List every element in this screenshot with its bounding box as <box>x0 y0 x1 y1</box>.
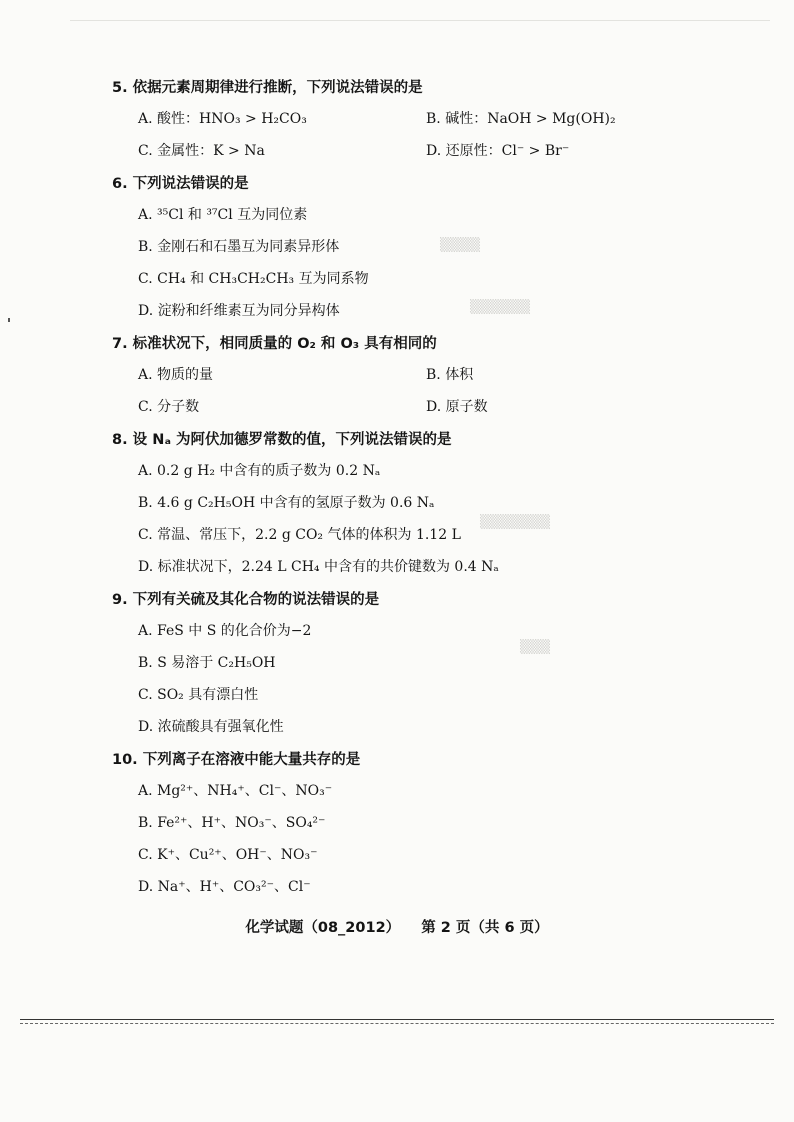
option: B. Fe²⁺、H⁺、NO₃⁻、SO₄²⁻ <box>138 815 326 831</box>
question-stem: 5. 依据元素周期律进行推断，下列说法错误的是 <box>112 80 423 96</box>
scan-mark <box>8 318 10 322</box>
option: B. 体积 <box>426 367 474 383</box>
option: C. 常温、常压下，2.2 g CO₂ 气体的体积为 1.12 L <box>138 527 461 543</box>
option: D. 淀粉和纤维素互为同分异构体 <box>138 303 340 319</box>
option: C. 分子数 <box>138 399 200 415</box>
option: C. 金属性：K > Na <box>138 143 265 159</box>
option: A. 0.2 g H₂ 中含有的质子数为 0.2 Nₐ <box>138 463 381 479</box>
page-footer <box>0 916 794 937</box>
bottom-divider <box>20 1019 774 1020</box>
bleed-through-mark: ▒▒▒▒▒▒▒ <box>480 515 550 530</box>
option: D. 浓硫酸具有强氧化性 <box>138 719 284 735</box>
bleed-through-mark: ▒▒▒▒▒▒ <box>470 300 530 315</box>
option: A. ³⁵Cl 和 ³⁷Cl 互为同位素 <box>138 207 308 223</box>
option: D. 标准状况下，2.24 L CH₄ 中含有的共价键数为 0.4 Nₐ <box>138 559 499 575</box>
option: C. CH₄ 和 CH₃CH₂CH₃ 互为同系物 <box>138 271 369 287</box>
option: B. 金刚石和石墨互为同素异形体 <box>138 239 340 255</box>
top-border-line <box>70 20 770 21</box>
option: D. 原子数 <box>426 399 488 415</box>
option: B. S 易溶于 C₂H₅OH <box>138 655 276 671</box>
option: D. 还原性：Cl⁻ > Br⁻ <box>426 143 570 159</box>
option: C. SO₂ 具有漂白性 <box>138 687 259 703</box>
question-stem: 10. 下列离子在溶液中能大量共存的是 <box>112 752 361 768</box>
footer-page-number: 第 2 页（共 6 页） <box>421 920 549 936</box>
question-stem: 9. 下列有关硫及其化合物的说法错误的是 <box>112 592 380 608</box>
question-stem: 8. 设 Nₐ 为阿伏加德罗常数的值，下列说法错误的是 <box>112 432 452 448</box>
option: B. 4.6 g C₂H₅OH 中含有的氢原子数为 0.6 Nₐ <box>138 495 435 511</box>
option: B. 碱性：NaOH > Mg(OH)₂ <box>426 111 616 127</box>
question-stem: 6. 下列说法错误的是 <box>112 176 249 192</box>
bottom-divider-dashed <box>20 1023 774 1024</box>
option: A. 物质的量 <box>138 367 214 383</box>
option: A. FeS 中 S 的化合价为−2 <box>138 623 312 639</box>
bleed-through-mark: ▒▒▒▒ <box>440 238 480 253</box>
option: D. Na⁺、H⁺、CO₃²⁻、Cl⁻ <box>138 879 311 895</box>
bleed-through-mark: ▒▒▒ <box>520 640 550 655</box>
question-stem: 7. 标准状况下，相同质量的 O₂ 和 O₃ 具有相同的 <box>112 336 437 352</box>
footer-title: 化学试题（08_2012） <box>245 920 401 936</box>
option: C. K⁺、Cu²⁺、OH⁻、NO₃⁻ <box>138 847 318 863</box>
option: A. Mg²⁺、NH₄⁺、Cl⁻、NO₃⁻ <box>138 783 333 799</box>
option: A. 酸性：HNO₃ > H₂CO₃ <box>138 111 307 127</box>
